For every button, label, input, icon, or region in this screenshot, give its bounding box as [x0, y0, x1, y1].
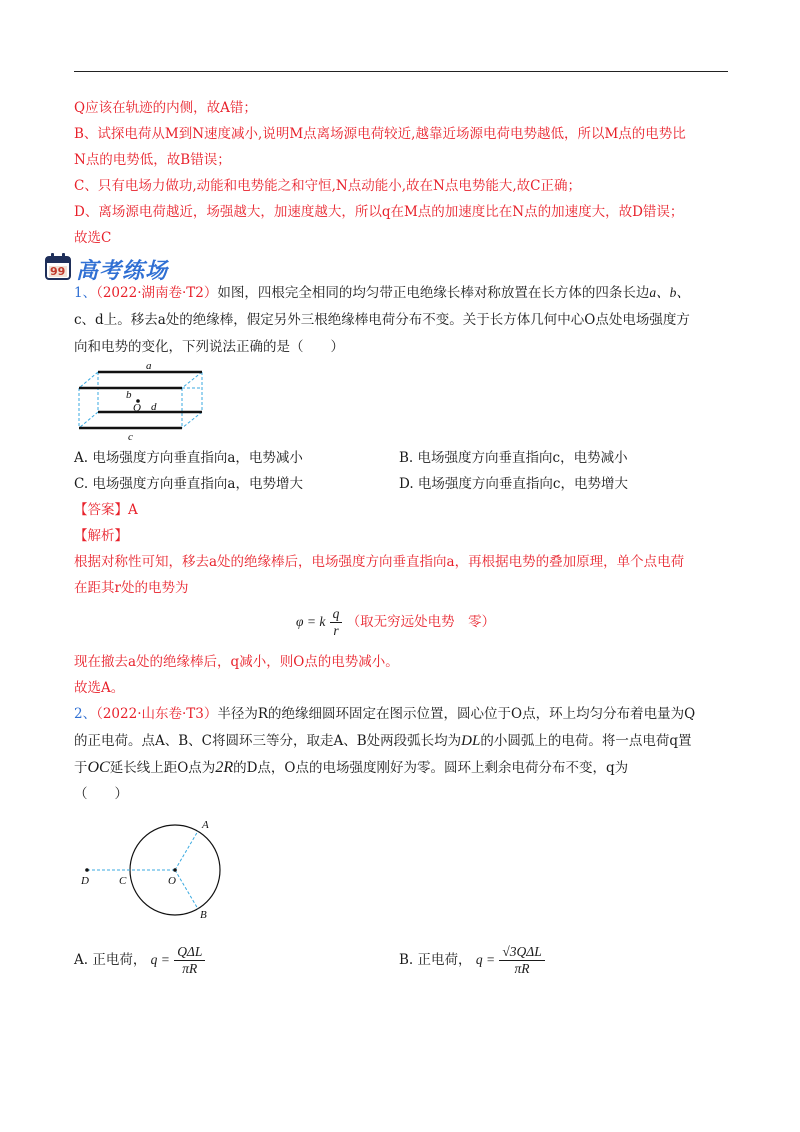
fig-label-d: d	[151, 401, 157, 413]
q2-opt-a-label: A. 正电荷，	[74, 952, 147, 968]
q2-opt-a-den: πR	[182, 961, 198, 976]
prev-analysis-line-1: Q应该在轨迹的内侧，故A错；	[74, 100, 257, 116]
q2-2r: 2R	[215, 759, 234, 776]
q2-text-3a: 于	[74, 760, 88, 776]
q1-analysis-2: 在距其r处的电势为	[74, 580, 189, 596]
q2-line-2	[74, 731, 692, 751]
q2-line-4: （ ）	[74, 786, 128, 802]
q2-opt-a-lhs: q =	[150, 952, 170, 967]
q2-line-3	[74, 758, 628, 778]
q2-opt-b-fraction	[499, 944, 544, 977]
prev-analysis-line-4: C、只有电场力做功,动能和电势能之和守恒,N点动能小,故在N点电势能大,故C正确；	[74, 178, 581, 194]
q2-text-2b: 的小圆弧上的电荷。将一点电荷q置	[480, 733, 692, 749]
q2-opt-a-num: QΔL	[174, 944, 205, 961]
q2-opt-b-label: B. 正电荷，	[399, 952, 472, 968]
fig-label-O: O	[133, 402, 141, 414]
q2-option-b[interactable]	[399, 944, 545, 977]
q2-source: （2022·山东卷·T3）	[96, 706, 218, 722]
q1-formula	[296, 606, 495, 639]
q2-oc: OC	[87, 759, 110, 776]
calendar-icon	[44, 252, 74, 282]
q1-line-3: 向和电势的变化，下列说法正确的是（ ）	[74, 339, 344, 355]
formula-numerator: q	[330, 606, 343, 623]
q2-text-3c: 的D点，O点的电场强度刚好为零。圆环上剩余电荷分布不变，q为	[233, 760, 629, 776]
formula-lhs: φ = k	[296, 614, 326, 629]
q1-analysis-3: 现在撤去a处的绝缘棒后，q减小，则O点的电势减小。	[74, 654, 399, 670]
q1-option-d[interactable]: D. 电场强度方向垂直指向c，电势增大	[399, 476, 628, 492]
q1-option-a[interactable]: A. 电场强度方向垂直指向a，电势减小	[74, 450, 303, 466]
q2-figure-ring	[74, 812, 254, 924]
q2-text-3b: 延长线上距O点为	[109, 760, 216, 776]
formula-denominator: r	[333, 623, 339, 638]
prev-analysis-line-2: B、试探电荷从M到N速度减小,说明M点离场源电荷较近,越靠近场源电荷电势越低，所以M点的电势比	[74, 126, 686, 142]
header-rule	[74, 71, 728, 72]
fig-label-b: b	[126, 389, 132, 401]
fig-label-a: a	[146, 360, 152, 372]
prev-analysis-line-6: 故选C	[74, 230, 112, 246]
fig-label-O2: O	[168, 875, 176, 887]
formula-fraction	[330, 606, 343, 639]
fig-label-D: D	[81, 875, 89, 887]
section-title: 高考练场	[76, 259, 169, 284]
q1-line-2: c、d上。移去a处的绝缘棒，假定另外三根绝缘棒电荷分布不变。关于长方体几何中心O点处电场强度方	[74, 312, 690, 328]
q1-number: 1、	[74, 285, 97, 301]
q1-analysis-4: 故选A。	[74, 680, 125, 696]
fig-label-C: C	[119, 875, 127, 887]
q2-text-1: 半径为R的绝缘细圆环固定在图示位置，圆心位于O点，环上均匀分布着电量为Q	[217, 706, 696, 722]
q2-opt-b-num: √3QΔL	[499, 944, 544, 961]
q2-number: 2、	[74, 706, 97, 722]
q2-opt-b-lhs: q =	[475, 952, 496, 967]
q1-analysis-1: 根据对称性可知，移去a处的绝缘棒后，电场强度方向垂直指向a，再根据电势的叠加原理，单个点电荷	[74, 554, 685, 570]
q1-answer: 【答案】A	[74, 502, 138, 518]
point-D	[85, 868, 89, 872]
q1-source: （2022·湖南卷·T2）	[96, 285, 218, 301]
q1-analysis-label: 【解析】	[74, 528, 128, 544]
q2-option-a[interactable]	[74, 944, 205, 977]
q1-text-1: 如图，四根完全相同的均匀带正电绝缘长棒对称放置在长方体的四条长边	[217, 285, 650, 301]
prev-analysis-line-3: N点的电势低，故B错误；	[74, 152, 231, 168]
banner-badge: 99	[50, 265, 66, 278]
q1-text-1b: a、b、	[649, 285, 690, 300]
q2-text-2a: 的正电荷。点A、B、C将圆环三等分，取走A、B处两段弧长均为	[74, 733, 462, 749]
q1-option-c[interactable]: C. 电场强度方向垂直指向a，电势增大	[74, 476, 303, 492]
q2-line-1	[74, 704, 695, 724]
fig-label-A: A	[202, 819, 209, 831]
prev-analysis-line-5: D、离场源电荷越近，场强越大，加速度越大，所以q在M点的加速度比在N点的加速度大，故D错误；	[74, 204, 684, 220]
q1-option-b[interactable]: B. 电场强度方向垂直指向c，电势减小	[399, 450, 628, 466]
q2-delta-l: DL	[461, 733, 481, 749]
q2-opt-a-fraction	[174, 944, 205, 977]
point-O	[173, 868, 177, 872]
q1-figure-box	[74, 360, 214, 442]
q2-opt-b-den: πR	[514, 961, 530, 976]
formula-note: （取无穷远处电势 零）	[346, 614, 496, 630]
q1-line-1	[74, 283, 690, 303]
fig-label-c: c	[128, 431, 133, 442]
fig-label-B: B	[200, 909, 207, 921]
